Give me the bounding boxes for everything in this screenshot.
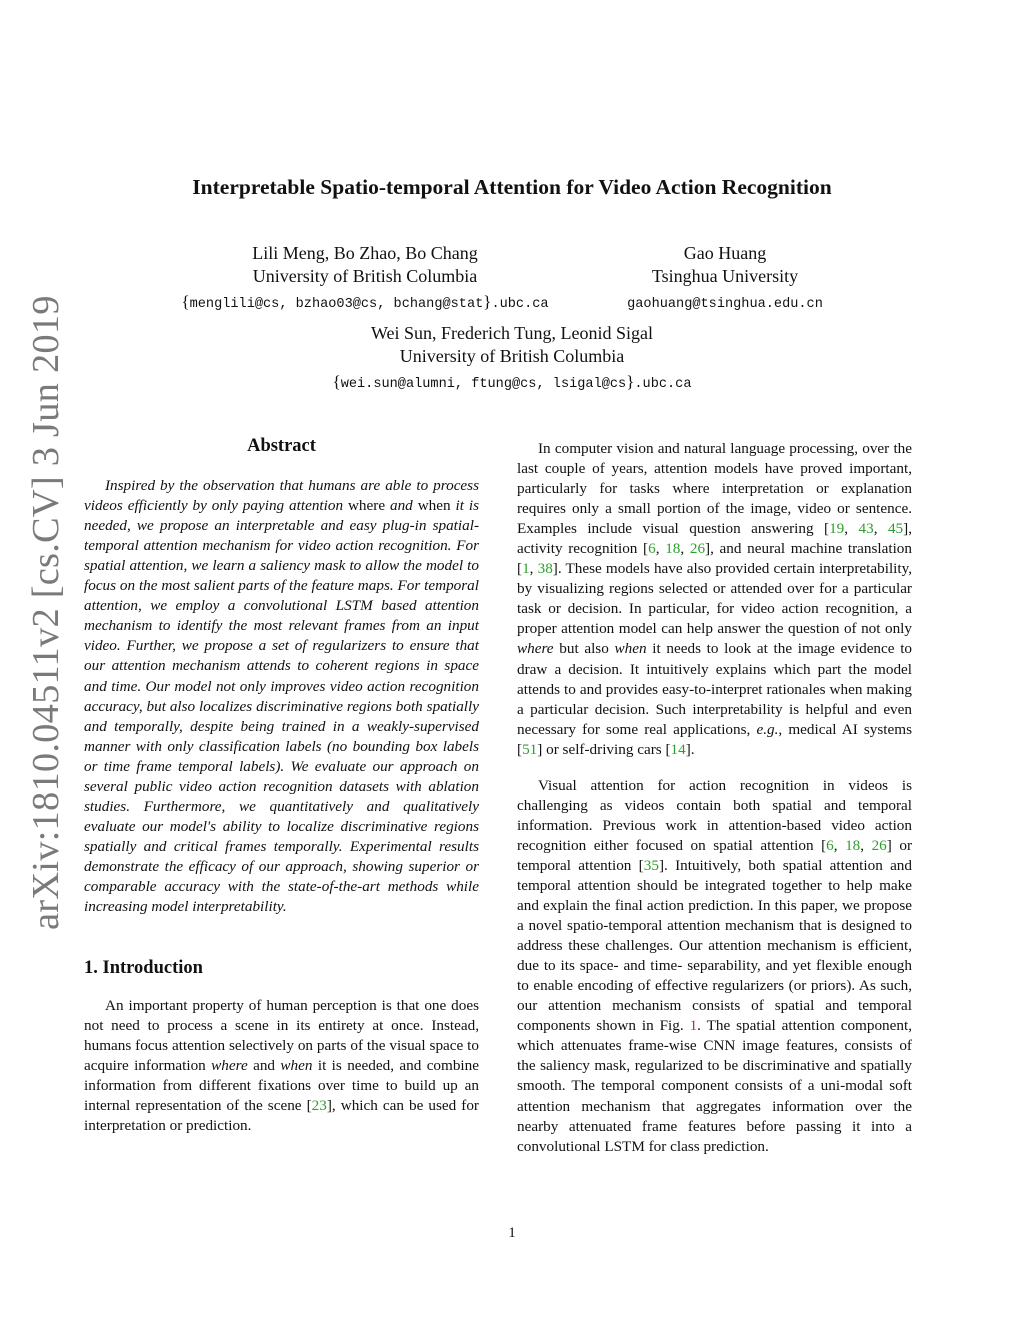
author-affiliation: University of British Columbia <box>399 346 625 366</box>
abstract-text: Inspired by the observation that humans are able to process videos efficiently by only paying attention where and when it is needed, we propose an interpretable and easy plug-in spatial-temporal attention mechanism for video action recognition. For spatial attention, we learn a saliency mask to allow the model to focus on the most salient parts of the feature maps. For temporal attention, we employ a convolutional LSTM based attention mechanism to identify the most relevant frames from an input video. Further, we propose a set of regularizers to ensure that our attention mechanism attends to coherent regions in space and time. Our model not only improves video action recognition accuracy, but also localizes discriminative regions both spatially and temporally, despite being trained in a weakly-supervised manner with only classification labels (no bounding box labels or time frame temporal labels). We evaluate our approach on several public video action recognition datasets with ablation studies. Furthermore, we quantitatively and qualitatively evaluate our model's ability to localize discriminative regions spatially and critical frames temporally. Experimental results demonstrate the efficacy of our approach, showing superior or comparable accuracy with the state-of-the-art methods while increasing model interpretability. <box>84 477 479 916</box>
author-group-1 <box>160 242 570 316</box>
citation-link[interactable]: 1 <box>522 560 530 578</box>
citation-link[interactable]: 38 <box>537 560 553 578</box>
author-affiliation: Tsinghua University <box>651 266 799 286</box>
citation-link[interactable]: 45 <box>887 520 904 538</box>
citation-link[interactable]: 51 <box>522 740 538 758</box>
citation-link[interactable]: 23 <box>311 1097 327 1115</box>
author-names: Gao Huang <box>683 243 767 263</box>
right-column <box>517 439 912 1157</box>
abstract-heading: Abstract <box>247 436 316 456</box>
paper-title: Interpretable Spatio-temporal Attention for Video Action Recognition <box>192 175 832 199</box>
figure-link[interactable]: 1 <box>689 1017 698 1035</box>
author-email: gaohuang@tsinghua.edu.cn <box>627 297 823 312</box>
citation-link[interactable]: 6 <box>648 540 656 558</box>
citation-link[interactable]: 35 <box>643 856 659 874</box>
citation-link[interactable]: 18 <box>665 540 681 558</box>
citation-link[interactable]: 43 <box>858 520 874 538</box>
author-names: Lili Meng, Bo Zhao, Bo Chang <box>252 243 478 263</box>
citation-link[interactable]: 26 <box>689 540 706 558</box>
citation-link[interactable]: 14 <box>670 740 686 758</box>
citation-link[interactable]: 18 <box>845 836 861 854</box>
citation-link[interactable]: 26 <box>871 836 887 854</box>
author-group-2 <box>600 242 850 316</box>
author-email: {menglili@cs, bzhao03@cs, bchang@stat}.ubc.ca <box>181 292 549 312</box>
author-group-3 <box>262 322 762 396</box>
arxiv-side-stamp: arXiv:1810.04511v2 [cs.CV] 3 Jun 2019 <box>25 295 67 930</box>
left-column <box>84 436 479 1136</box>
intro-heading: 1. Introduction <box>84 958 203 979</box>
author-email: {wei.sun@alumni, ftung@cs, lsigal@cs}.ubc.ca <box>332 372 692 392</box>
intro-paragraph: An important property of human perception is that one does not need to process a scene in its entirety at once. Instead, humans focus attention selectively on parts of the visual space to acquire information where and when it is needed, and combine information from different fixations over time to build up an internal representation of the scene [23], which can be used for interpretation or prediction. <box>84 997 479 1135</box>
right-paragraph-1: In computer vision and natural language processing, over the last couple of years, attention models have proved important, particularly for tasks where interpretation or explanation requires only a small portion of the image, video or sentence. Examples include visual question answering [19, 43, 45], activity recognition [6, 18, 26], and neural machine translation [1, 38]. These models have also provided certain interpretability, by visualizing regions selected or attended over for a particular task or decision. In particular, for video action recognition, a proper attention model can help answer the question of not only where but also when it needs to look at the image evidence to draw a decision. It intuitively explains which part the model attends to and provides easy-to-interpret rationales when making a particular decision. Such interpretability is helpful and even necessary for some real applications, e.g., medical AI systems [51] or self-driving cars [14]. <box>517 440 913 758</box>
page-number: 1 <box>508 1225 516 1241</box>
author-names: Wei Sun, Frederich Tung, Leonid Sigal <box>370 323 654 343</box>
right-paragraph-2: Visual attention for action recognition in videos is challenging as videos contain both spatial and temporal information. Previous work in attention-based video action recognition either focused on spatial attention [6, 18, 26] or temporal attention [35]. Intuitively, both spatial attention and temporal attention should be integrated together to help make and explain the final action prediction. In this paper, we propose a novel spatio-temporal attention mechanism that is designed to address these challenges. Our attention mechanism is efficient, due to its space- and time- separability, and yet flexible enough to enable encoding of effective regularizers (or priors). As such, our attention mechanism consists of spatial and temporal components shown in Fig. 1. The spatial attention component, which attenuates frame-wise CNN image features, consists of the saliency mask, regularized to be discriminative and spatially smooth. The temporal component consists of a uni-modal soft attention mechanism that aggregates information over the nearby attenuated frame features before passing it into a convolutional LSTM for class prediction. <box>517 776 912 1155</box>
citation-link[interactable]: 19 <box>829 520 845 538</box>
author-affiliation: University of British Columbia <box>252 266 478 286</box>
citation-link[interactable]: 6 <box>826 836 834 854</box>
